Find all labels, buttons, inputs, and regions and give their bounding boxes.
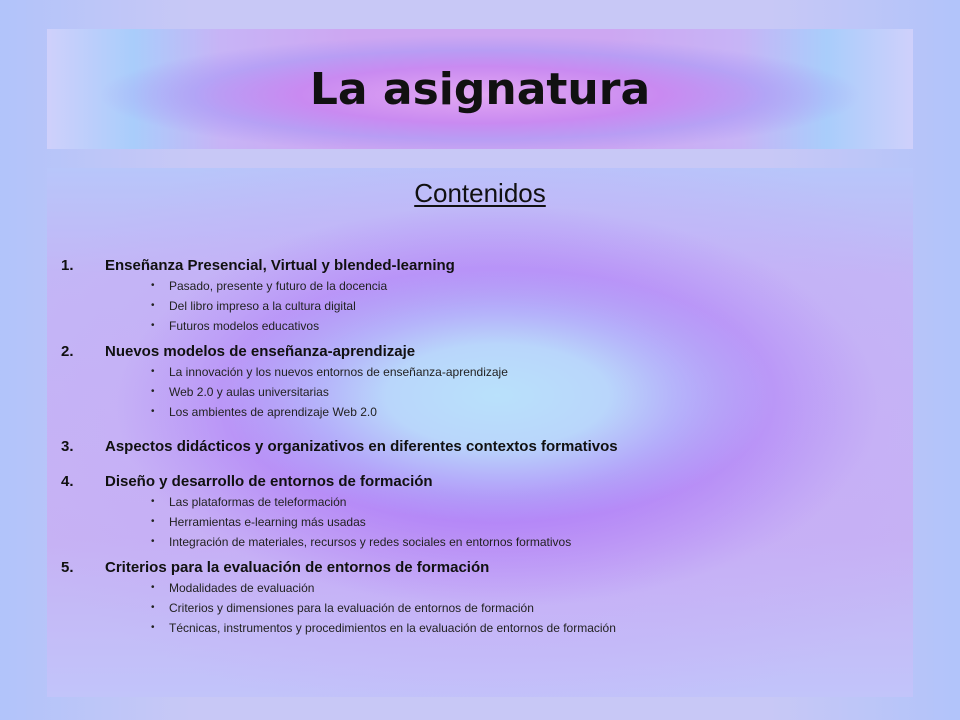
sub-list-item: • Técnicas, instrumentos y procedimientos en la evaluación de entornos de formación [151, 618, 901, 638]
sub-list-item: • Modalidades de evaluación [151, 578, 901, 598]
sub-list-item: • Futuros modelos educativos [151, 316, 901, 336]
content-panel [47, 168, 913, 697]
bullet-icon: • [151, 496, 155, 507]
sub-list-item: • Web 2.0 y aulas universitarias [151, 382, 901, 402]
title-banner [47, 29, 913, 149]
item-label: Aspectos didácticos y organizativos en diferentes contextos formativos [105, 438, 618, 455]
bullet-icon: • [151, 406, 155, 417]
item-number: 3. [61, 438, 74, 455]
item-label: Diseño y desarrollo de entornos de formación [105, 473, 433, 490]
bullet-icon: • [151, 602, 155, 613]
bullet-icon: • [151, 386, 155, 397]
bullet-icon: • [151, 320, 155, 331]
contents-list [61, 256, 901, 638]
sub-list-item: • Herramientas e-learning más usadas [151, 512, 901, 532]
bullet-icon: • [151, 280, 155, 291]
item-number: 2. [61, 343, 74, 360]
sub-list-item: • Integración de materiales, recursos y redes sociales en entornos formativos [151, 532, 901, 552]
item-label: Enseñanza Presencial, Virtual y blended-learning [105, 257, 455, 274]
item-number: 4. [61, 473, 74, 490]
list-item [61, 342, 901, 422]
sub-list-item: • Las plataformas de teleformación [151, 492, 901, 512]
bullet-icon: • [151, 366, 155, 377]
sub-list [61, 492, 901, 552]
bullet-icon: • [151, 516, 155, 527]
list-item [61, 558, 901, 638]
item-number: 1. [61, 257, 74, 274]
sub-list [61, 276, 901, 336]
sub-list [61, 578, 901, 638]
list-item [61, 472, 901, 552]
sub-list-item: • Criterios y dimensiones para la evaluación de entornos de formación [151, 598, 901, 618]
section-heading: Contenidos [414, 178, 546, 208]
bullet-icon: • [151, 300, 155, 311]
list-item [61, 437, 901, 457]
slide-title: La asignatura [309, 63, 651, 115]
list-item [61, 256, 901, 336]
sub-list-item: • Los ambientes de aprendizaje Web 2.0 [151, 402, 901, 422]
bullet-icon: • [151, 536, 155, 547]
sub-list-item: • La innovación y los nuevos entornos de enseñanza-aprendizaje [151, 362, 901, 382]
bullet-icon: • [151, 622, 155, 633]
sub-list-item: • Del libro impreso a la cultura digital [151, 296, 901, 316]
sub-list-item: • Pasado, presente y futuro de la docencia [151, 276, 901, 296]
sub-list [61, 362, 901, 422]
item-label: Nuevos modelos de enseñanza-aprendizaje [105, 343, 416, 360]
item-number: 5. [61, 559, 74, 576]
bullet-icon: • [151, 582, 155, 593]
item-label: Criterios para la evaluación de entornos de formación [105, 559, 490, 576]
